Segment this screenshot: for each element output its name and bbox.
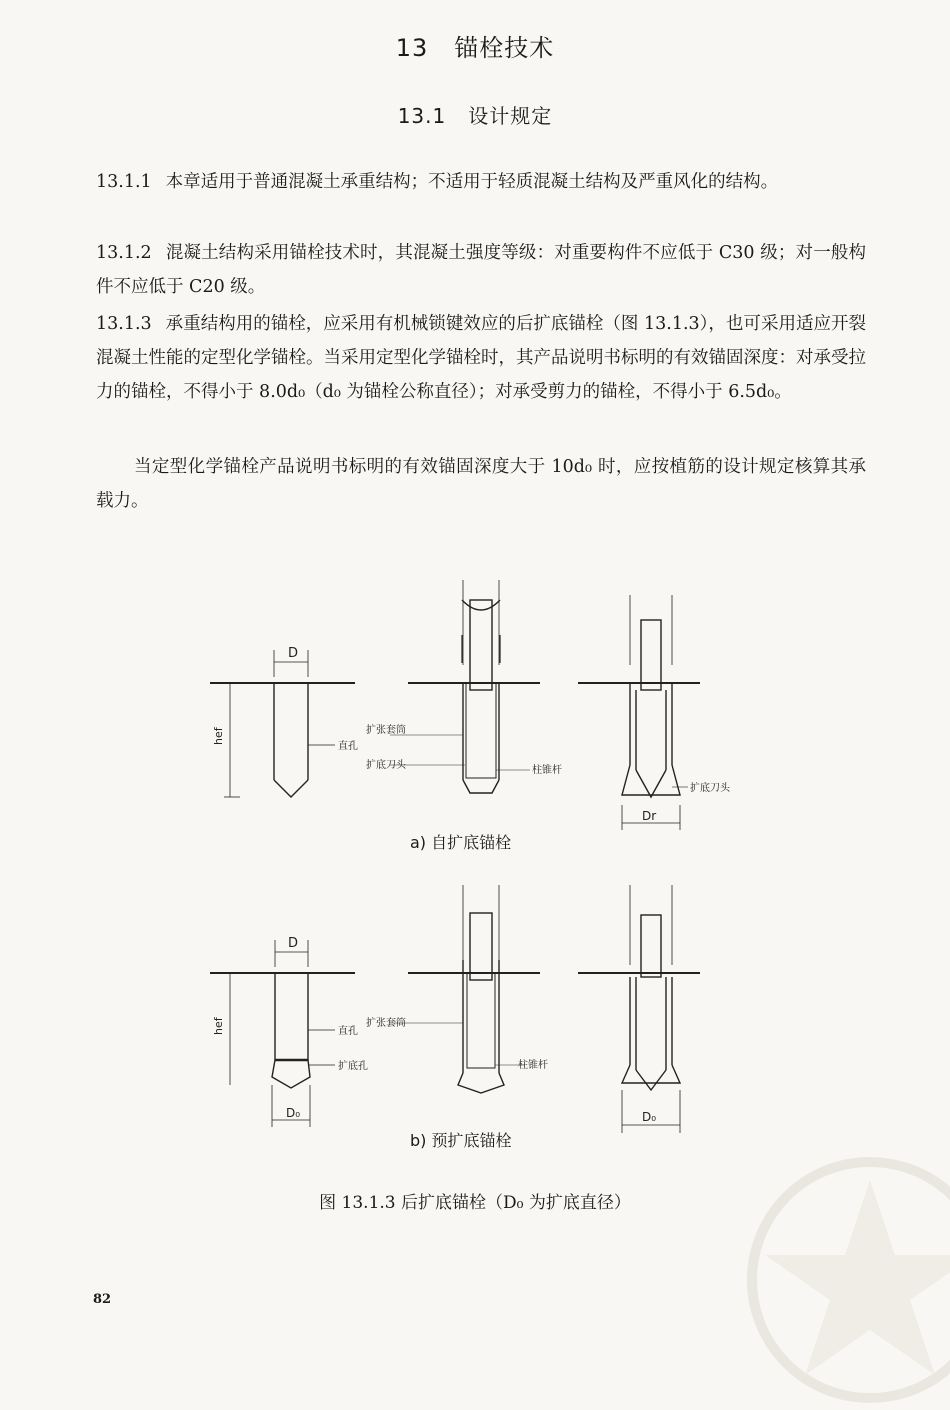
figure-a-setting-drawing bbox=[390, 580, 540, 793]
label-sleeve-a: 扩张套筒 bbox=[366, 725, 406, 736]
section-title-text: 设计规定 bbox=[468, 104, 553, 128]
label-d-b: D bbox=[288, 936, 299, 951]
clause-13-1-2 bbox=[96, 236, 866, 304]
clause-number: 13.1.1 bbox=[96, 172, 152, 192]
chapter-number: 13 bbox=[395, 34, 429, 62]
chapter-title bbox=[0, 28, 950, 63]
label-do-b1: D₀ bbox=[286, 1106, 301, 1120]
label-d-a: D bbox=[288, 646, 299, 661]
figure-b-hole-drawing bbox=[210, 940, 355, 1127]
clause-text: 承重结构用的锚栓，应采用有机械锁键效应的后扩底锚栓（图 13.1.3），也可采用适应开裂混凝土性能的定型化学锚栓。当采用定型化学锚栓时，其产品说明书标明的有效锚固深度：对承受拉力的锚栓，不得小于 8.0d₀（d₀ 为锚栓公称直径）；对承受剪力的锚栓，不得小于 6.5d₀。 bbox=[96, 314, 866, 402]
label-cone-rod-a: 柱锥杆 bbox=[532, 765, 562, 776]
clause-text: 混凝土结构采用锚栓技术时，其混凝土强度等级：对重要构件不应低于 C30 级；对一般构件不应低于 C20 级。 bbox=[96, 243, 866, 297]
clause-13-1-1 bbox=[96, 165, 866, 199]
figure-subcaption-a: a) 自扩底锚栓 bbox=[410, 833, 512, 852]
label-cutter-a: 扩底刀头 bbox=[366, 760, 406, 771]
clause-text: 当定型化学锚栓产品说明书标明的有效锚固深度大于 10d₀ 时，应按植筋的设计规定核算其承载力。 bbox=[96, 457, 866, 511]
watermark-star-icon bbox=[740, 1150, 950, 1410]
clause-number: 13.1.3 bbox=[96, 314, 152, 334]
figure-subcaption-b: b) 预扩底锚栓 bbox=[410, 1131, 512, 1150]
figure-a-final-drawing bbox=[578, 595, 700, 830]
clause-number: 13.1.2 bbox=[96, 243, 152, 263]
page-number: 82 bbox=[93, 1292, 112, 1307]
clause-13-1-3-note bbox=[96, 450, 866, 518]
section-title bbox=[0, 100, 950, 129]
label-sleeve-b: 扩张套筒 bbox=[366, 1018, 406, 1029]
clause-13-1-3 bbox=[96, 307, 866, 409]
label-hole-b: 直孔 bbox=[338, 1026, 358, 1037]
label-reamed-hole: 扩底孔 bbox=[338, 1061, 368, 1072]
figure-caption: 图 13.1.3 后扩底锚栓（D₀ 为扩底直径） bbox=[319, 1193, 631, 1213]
figure-a-hole-drawing bbox=[210, 650, 355, 797]
label-do-b3: D₀ bbox=[642, 1110, 657, 1124]
clause-text: 本章适用于普通混凝土承重结构；不适用于轻质混凝土结构及严重风化的结构。 bbox=[165, 172, 779, 192]
figure-b-final-drawing bbox=[578, 885, 700, 1133]
label-cutter-a3: 扩底刀头 bbox=[690, 783, 730, 794]
section-number: 13.1 bbox=[397, 104, 447, 128]
label-hef-b: hef bbox=[212, 1017, 225, 1035]
label-cone-rod-b: 柱锥杆 bbox=[518, 1060, 548, 1071]
label-hef-a: hef bbox=[212, 727, 225, 745]
label-dr: Dr bbox=[642, 809, 657, 823]
label-hole-a: 直孔 bbox=[338, 741, 358, 752]
chapter-title-text: 锚栓技术 bbox=[454, 34, 555, 62]
